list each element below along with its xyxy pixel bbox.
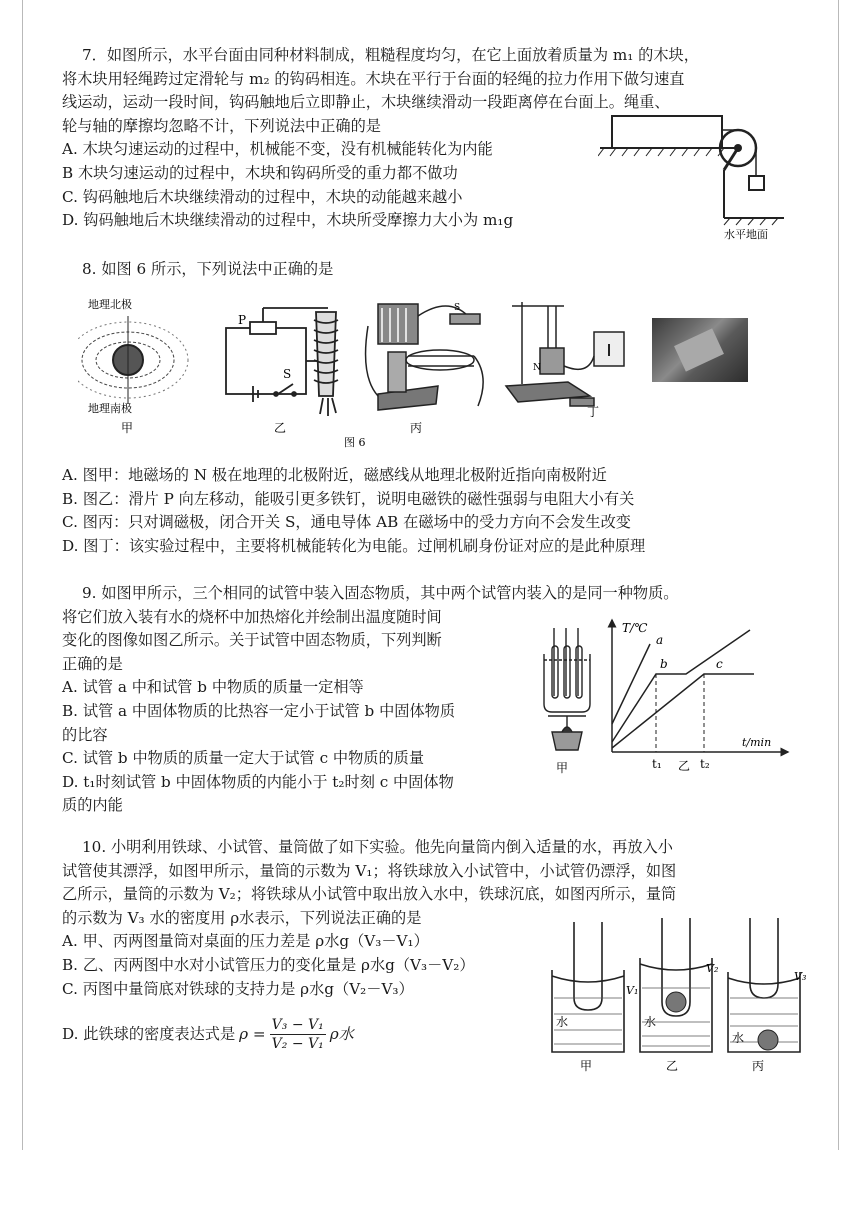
question-7-option-d: D. 钩码触地后木块继续滑动的过程中，木块所受摩擦力大小为 m₁g bbox=[62, 211, 514, 230]
question-10-option-c: C. 丙图中量筒底对铁球的支持力是 ρ水g（V₂－V₃） bbox=[62, 979, 414, 998]
figure-label-jia: 甲 bbox=[121, 421, 134, 435]
svg-text:N: N bbox=[533, 363, 541, 373]
option-d-lhs: ρ = bbox=[239, 1024, 266, 1043]
question-7-line: 7．如图所示，水平台面由同种材料制成，粗糙程度均匀，在它上面放着质量为 m₁ 的木块， bbox=[82, 46, 699, 64]
question-9-line: 质的内能 bbox=[62, 796, 123, 815]
question-10-option-d bbox=[62, 1016, 354, 1053]
question-10-line: 的示数为 V₃ 水的密度用 ρ水表示，下列说法正确的是 bbox=[62, 908, 422, 927]
question-9-line: 的比容 bbox=[62, 725, 108, 744]
svg-text:水: 水 bbox=[556, 1015, 569, 1029]
question-9-option-a: A. 试管 a 中和试管 b 中物质的质量一定相等 bbox=[62, 678, 364, 697]
iron-ball-bing bbox=[758, 1030, 778, 1050]
svg-text:P: P bbox=[238, 313, 247, 327]
hook-weight bbox=[749, 176, 764, 190]
fraction-numerator: V₃ − V₁ bbox=[271, 1017, 324, 1033]
x-axis-label: t/min bbox=[742, 736, 772, 749]
question-7-line: 轮与轴的摩擦均忽略不计，下列说法中正确的是 bbox=[62, 116, 381, 135]
t1-label: t₁ bbox=[652, 757, 662, 771]
id-card-scanner-photo bbox=[652, 318, 748, 382]
question-9-line: 变化的图像如图乙所示。关于试管中固态物质，下列判断 bbox=[62, 631, 442, 650]
q9-temperature-time-graph bbox=[600, 614, 800, 774]
question-7-line: 线运动，运动一段时间，钩码触地后立即静止，木块继续滑动一段距离停在台面上。绳重、 bbox=[62, 93, 670, 112]
svg-text:地理北极: 地理北极 bbox=[88, 298, 132, 311]
svg-text:V₃: V₃ bbox=[794, 970, 807, 983]
question-10-line: 乙所示，量筒的示数为 V₂；将铁球从小试管中取出放入水中，铁球沉底，如图丙所示，量筒 bbox=[62, 885, 677, 904]
svg-text:水: 水 bbox=[732, 1031, 745, 1045]
small-test-tube-bing bbox=[750, 918, 778, 998]
cyl-label-jia: 甲 bbox=[580, 1059, 593, 1073]
question-7-option-b: B 木块匀速运动的过程中，木块和钩码所受的重力都不做功 bbox=[62, 163, 458, 182]
svg-text:b: b bbox=[660, 657, 668, 671]
question-9-option-b: B. 试管 a 中固体物质的比热容一定小于试管 b 中固体物质 bbox=[62, 701, 456, 720]
question-8-option-a: A. 图甲：地磁场的 N 极在地理的北极附近，磁感线从地理北极附近指向南极附近 bbox=[62, 466, 607, 484]
q9-test-tube-figure bbox=[534, 626, 604, 776]
svg-text:c: c bbox=[716, 657, 723, 671]
question-9-option-c: C. 试管 b 中物质的质量一定大于试管 c 中物质的质量 bbox=[62, 749, 425, 768]
table-hatch bbox=[598, 148, 724, 156]
svg-text:地理南极: 地理南极 bbox=[88, 402, 132, 415]
question-9-line: 正确的是 bbox=[62, 654, 123, 673]
figure-ding-apparatus bbox=[506, 302, 624, 406]
figure-label-yi: 乙 bbox=[274, 421, 287, 435]
q10-graduated-cylinders bbox=[544, 918, 814, 1074]
cyl-label-yi: 乙 bbox=[666, 1059, 679, 1073]
wooden-block bbox=[612, 116, 722, 148]
svg-text:V₂: V₂ bbox=[706, 962, 719, 975]
question-9-line: 将它们放入装有水的烧杯中加热熔化并绘制出温度随时间 bbox=[62, 607, 442, 626]
question-7-option-c: C. 钩码触地后木块继续滑动的过程中，木块的动能越来越小 bbox=[62, 187, 463, 206]
question-10-line: 试管使其漂浮，如图甲所示，量筒的示数为 V₁；将铁球放入小试管中，小试管仍漂浮，如图 bbox=[62, 861, 677, 880]
svg-text:水: 水 bbox=[644, 1015, 657, 1029]
ground-caption: 水平地面 bbox=[724, 228, 768, 240]
question-8-options bbox=[62, 464, 645, 558]
fraction-denominator: V₂ − V₁ bbox=[271, 1036, 324, 1052]
q7-pulley-figure bbox=[598, 108, 798, 240]
question-8 bbox=[82, 258, 333, 282]
figure-bing-apparatus bbox=[366, 304, 484, 410]
density-fraction bbox=[270, 1016, 326, 1053]
figure-label-bing: 丙 bbox=[410, 421, 423, 435]
figure-jia-earth-field bbox=[78, 297, 188, 435]
iron-ball-yi bbox=[666, 992, 686, 1012]
cyl-label-bing: 丙 bbox=[752, 1059, 765, 1073]
page-left-border bbox=[22, 0, 23, 1150]
question-10-option-a: A. 甲、丙两图量筒对桌面的压力差是 ρ水g（V₃－V₁） bbox=[62, 932, 429, 951]
question-9-line: 9. 如图甲所示，三个相同的试管中装入固态物质，其中两个试管内装入的是同一种物质。 bbox=[82, 584, 679, 602]
question-8-option-b: B. 图乙：滑片 P 向左移动，能吸引更多铁钉，说明电磁铁的磁性强弱与电阻大小有关 bbox=[62, 489, 635, 508]
q9-fig-jia-label: 甲 bbox=[556, 761, 569, 775]
small-test-tube-jia bbox=[574, 922, 602, 1010]
question-10-option-b: B. 乙、丙两图中水对小试管压力的变化量是 ρ水g（V₃－V₂） bbox=[62, 955, 475, 974]
figure-label-ding: 丁 bbox=[587, 405, 600, 419]
svg-text:a: a bbox=[656, 633, 664, 647]
question-10-line: 10. 小明利用铁球、小试管、量筒做了如下实验。他先向量筒内倒入适量的水，再放入小 bbox=[82, 838, 673, 856]
question-7-option-a: A. 木块匀速运动的过程中，机械能不变，没有机械能转化为内能 bbox=[62, 140, 493, 159]
option-d-suffix: ρ水 bbox=[329, 1024, 354, 1043]
question-8-option-c: C. 图丙：只对调磁极，闭合开关 S，通电导体 AB 在磁场中的受力方向不会发生改变 bbox=[62, 513, 631, 532]
figure-caption: 图 6 bbox=[344, 436, 366, 449]
page-right-border bbox=[838, 0, 839, 1150]
question-7-line: 将木块用轻绳跨过定滑轮与 m₂ 的钩码相连。木块在平行于台面的轻绳的拉力作用下做匀速直 bbox=[62, 69, 685, 88]
svg-text:S: S bbox=[454, 303, 461, 313]
svg-text:V₁: V₁ bbox=[626, 984, 639, 997]
question-8-option-d: D. 图丁：该实验过程中，主要将机械能转化为电能。过闸机刷身份证对应的是此种原理 bbox=[62, 536, 646, 555]
fig-yi-label: 乙 bbox=[678, 759, 691, 773]
t2-label: t₂ bbox=[700, 757, 710, 771]
svg-text:S: S bbox=[283, 367, 292, 381]
question-9-option-d: D. t₁时刻试管 b 中固体物质的内能小于 t₂时刻 c 中固体物 bbox=[62, 772, 454, 791]
option-d-text: D. 此铁球的密度表达式是 bbox=[62, 1024, 236, 1043]
y-axis-label: T/℃ bbox=[622, 621, 648, 635]
question-8-stem: 8. 如图 6 所示，下列说法中正确的是 bbox=[82, 260, 334, 278]
